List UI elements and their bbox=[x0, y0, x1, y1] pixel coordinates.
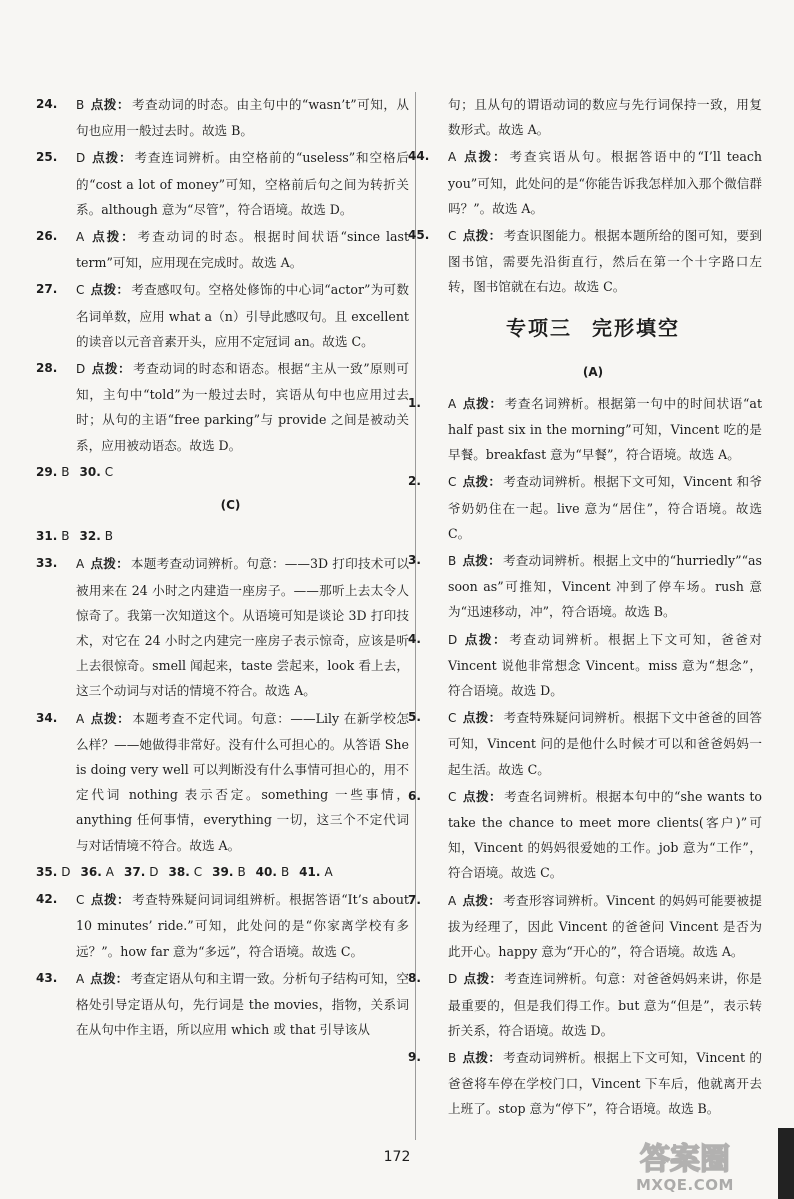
answer-letter: D bbox=[61, 864, 71, 879]
answer-item bbox=[36, 145, 410, 222]
explanation-text: 考查感叹句。空格处修饰的中心词“actor”为可数名词单数，应用 what a（n）引导此感叹句。且 excellent 的读音以元音音素开头，应用不定冠词 an。故选 C。 bbox=[76, 282, 410, 349]
question-number: 34. bbox=[36, 710, 58, 725]
answer-pair bbox=[299, 865, 332, 879]
tip-label: 点拨： bbox=[463, 631, 508, 647]
question-number: 39. bbox=[212, 864, 234, 879]
answer-item bbox=[36, 277, 410, 354]
answer-pair bbox=[36, 465, 70, 479]
answer-pair bbox=[80, 465, 114, 479]
tip-label: 点拨： bbox=[462, 149, 508, 165]
answer-letter: B bbox=[448, 1050, 457, 1065]
explanation-text: 考查连词辨析。句意：对爸爸妈妈来讲，你是最重要的，但是我们得工作。but 意为“但是”，表示转折关系，符合语境。故选 D。 bbox=[448, 971, 763, 1038]
question-number: 28. bbox=[36, 361, 58, 376]
answer-pair bbox=[212, 865, 246, 879]
answers-row-29-30 bbox=[36, 460, 409, 485]
explanation-text: 考查特殊疑问词词组辨析。根据答语“It’s about 10 minutes’ ride.”可知，此处问的是“你家离学校有多远？”。how far 意为“多远”，符合语境。故选 C。 bbox=[76, 892, 409, 959]
answer-pair bbox=[36, 865, 71, 879]
question-number: 42. bbox=[36, 892, 58, 907]
explanation-text: 考查名词辨析。根据本句中的“she wants to take the chance to meet more clients(客户)”可知，Vincent 的妈妈很爱她的工作。job 意为“工作”，符合语境。故选 C。 bbox=[448, 788, 763, 881]
answer-pair bbox=[80, 529, 114, 543]
explanation-text: 考查形容词辨析。Vincent 的妈妈可能要被提拔为经理了，因此 Vincent 的爸爸问 Vincent 是否为此开心。happy 意为“开心的”，符合语境。故选 A。 bbox=[448, 892, 763, 960]
answer-letter: C bbox=[448, 229, 457, 244]
question-number: 30. bbox=[79, 464, 101, 479]
answer-letter: B bbox=[61, 529, 70, 544]
explanation-text: 考查识图能力。根据本题所给的图可知，要到图书馆，需要先沿街直行，然后在第一个十字路口左转，图书馆就在右边。故选 C。 bbox=[448, 228, 763, 295]
answer-letter: A bbox=[76, 557, 85, 572]
question-number: 5. bbox=[408, 710, 421, 725]
question-number: 29. bbox=[36, 464, 58, 479]
left-items-group-2 bbox=[36, 551, 410, 857]
explanation-text: 考查名词辨析。根据第一句中的时间状语“at half past six in the morning”可知，Vincent 吃的是早餐。breakfast 意为“早餐”，符合语境。故选 A。 bbox=[448, 395, 763, 463]
answer-letter: C bbox=[448, 789, 457, 804]
answer-pair bbox=[124, 865, 159, 879]
tip-label: 点拨： bbox=[90, 556, 129, 572]
answer-letter: A bbox=[105, 864, 114, 879]
answer-letter: D bbox=[76, 362, 86, 377]
tip-label: 点拨： bbox=[462, 788, 503, 804]
answer-letter: C bbox=[104, 464, 114, 479]
right-column bbox=[408, 92, 763, 1124]
explanation-text: 考查特殊疑问词辨析。根据下文中爸爸的回答可知，Vincent 问的是他什么时候才可以和爸爸妈妈一起生活。故选 C。 bbox=[448, 710, 763, 777]
tip-label: 点拨： bbox=[463, 971, 503, 987]
answer-letter: C bbox=[76, 893, 85, 908]
answer-item bbox=[408, 144, 762, 221]
explanation-text: 考查动词辨析。根据上文中的“hurriedly”“as soon as”可推知，Vincent 冲到了停车场。rush 意为“迅速移动，冲”，符合语境。故选 B。 bbox=[448, 553, 763, 620]
tip-label: 点拨： bbox=[462, 1049, 502, 1065]
watermark-logo-text: 答案圈 bbox=[640, 1142, 730, 1176]
explanation-text: 考查动词辨析。根据下文可知，Vincent 和爷爷奶奶住在一起。live 意为“居住”，符合语境。故选 C。 bbox=[448, 474, 762, 541]
answers-row-31-32 bbox=[36, 524, 409, 549]
watermark-logo-icon bbox=[636, 1138, 771, 1176]
continued-answer-43 bbox=[424, 92, 762, 142]
question-number: 35. bbox=[36, 864, 58, 879]
answers-row-35-41 bbox=[36, 860, 409, 885]
answer-item bbox=[36, 706, 409, 858]
answer-item bbox=[36, 551, 410, 703]
question-number: 25. bbox=[36, 150, 58, 165]
left-items-group-1 bbox=[36, 92, 410, 458]
answer-letter: B bbox=[61, 464, 70, 479]
tip-label: 点拨： bbox=[462, 474, 502, 490]
answer-letter: A bbox=[448, 396, 457, 411]
question-number: 43. bbox=[36, 970, 58, 985]
answer-letter: B bbox=[104, 529, 113, 544]
explanation-text: 本题考查不定代词。句意：——Lily 在新学校怎么样？——她做得非常好。没有什么可担心的。从答语 She is doing very well 可以判断没有什么事情可担心的，用不定代词 nothing 表示否定。something 一些事情，anything 任何事情，everything 一切，这三个不定代词与对话情境不符合。故选 A。 bbox=[76, 710, 409, 853]
answer-letter: A bbox=[76, 971, 85, 986]
question-number: 33. bbox=[36, 556, 58, 571]
section-a-label: (A) bbox=[582, 364, 604, 379]
question-number: 41. bbox=[299, 864, 321, 879]
answer-letter: D bbox=[448, 972, 458, 987]
answer-letter: D bbox=[76, 151, 86, 166]
answer-letter: B bbox=[76, 98, 85, 112]
question-number: 27. bbox=[36, 282, 58, 297]
section-c-label: (C) bbox=[220, 498, 241, 513]
explanation-text: 本题考查动词辨析。句意：——3D 打印技术可以被用来在 24 小时之内建造一座房子。——那听上去太令人惊奇了。我第一次知道这个。从语境可知是谈论 3D 打印技术，对它在 24 小时之内建完一座房子表示惊奇，应该是听上去很惊奇。smell 闻起来，taste 尝起来，look 看上去，这三个动词与对话的情境不符合。故选 A。 bbox=[76, 556, 410, 699]
tip-label: 点拨： bbox=[462, 553, 501, 569]
answer-letter: A bbox=[76, 230, 85, 245]
tip-label: 点拨： bbox=[90, 970, 129, 986]
corner-tab bbox=[778, 1128, 794, 1199]
question-number: 26. bbox=[36, 229, 58, 244]
continued-text: 句；且从句的谓语动词的数应与先行词保持一致，用复数形式。故选 A。 bbox=[448, 97, 762, 138]
question-number: 1. bbox=[408, 395, 421, 410]
watermark bbox=[630, 1138, 780, 1196]
section-title-part1: 专项三 bbox=[506, 315, 572, 340]
answer-letter: C bbox=[448, 475, 457, 490]
right-items-group-1 bbox=[408, 144, 763, 299]
explanation-text: 考查定语从句和主谓一致。分析句子结构可知，空格处引导定语从句，先行词是 the movies，指物，关系词在从句中作主语，所以应用 which 或 that 引导该从 bbox=[76, 970, 410, 1038]
tip-label: 点拨： bbox=[462, 892, 502, 908]
answer-item bbox=[408, 627, 763, 704]
explanation-text: 考查连词辨析。由空格前的“useless”和空格后的“cost a lot of money”可知，空格前后句之间为转折关系。although 意为“尽管”，符合语境。故选 D。 bbox=[76, 150, 410, 217]
tip-label: 点拨： bbox=[90, 282, 130, 298]
tip-label: 点拨： bbox=[90, 892, 131, 908]
right-items-group-2 bbox=[408, 391, 763, 1122]
explanation-text: 考查动词的时态。由主句中的“wasn’t”可知，从句也应用一般过去时。故选 B。 bbox=[76, 97, 409, 139]
watermark-url: MXQE.COM bbox=[636, 1176, 734, 1194]
question-number: 40. bbox=[255, 864, 277, 879]
tip-label: 点拨： bbox=[91, 361, 132, 377]
answer-item bbox=[36, 887, 409, 964]
answer-pair bbox=[81, 865, 114, 879]
question-number: 45. bbox=[408, 228, 430, 243]
tip-label: 点拨： bbox=[90, 229, 136, 245]
question-number: 24. bbox=[36, 97, 58, 111]
tip-label: 点拨： bbox=[462, 710, 502, 726]
question-number: 4. bbox=[408, 631, 421, 646]
tip-label: 点拨： bbox=[90, 710, 131, 726]
section-title-part2: 完形填空 bbox=[592, 315, 680, 340]
answer-letter: A bbox=[324, 864, 333, 879]
answer-letter: B bbox=[237, 864, 246, 879]
explanation-text: 考查动词辨析。根据上下文可知，Vincent 的爸爸将车停在学校门口，Vincent 下车后，他就离开去上班了。stop 意为“停下”，符合语境。故选 B。 bbox=[448, 1049, 762, 1117]
answer-letter: C bbox=[448, 711, 457, 726]
explanation-text: 考查动词辨析。根据上下文可知，爸爸对 Vincent 说他非常想念 Vincent。miss 意为“想念”，符合语境。故选 D。 bbox=[448, 631, 763, 699]
question-number: 6. bbox=[408, 788, 421, 803]
answer-item bbox=[408, 1045, 762, 1122]
answer-letter: C bbox=[193, 864, 203, 879]
answer-letter: D bbox=[149, 864, 159, 879]
tip-label: 点拨： bbox=[90, 97, 130, 112]
answer-pair bbox=[256, 865, 290, 879]
answer-item bbox=[36, 356, 409, 458]
question-number: 31. bbox=[36, 529, 58, 544]
answer-letter: A bbox=[448, 150, 457, 165]
question-number: 2. bbox=[408, 474, 421, 489]
explanation-text: 考查宾语从句。根据答语中的“I’ll teach you”可知，此处问的是“你能告诉我怎样加入那个微信群吗？”。故选 A。 bbox=[448, 149, 762, 216]
answer-item bbox=[408, 223, 763, 300]
answer-item bbox=[408, 705, 763, 782]
answer-letter: B bbox=[448, 554, 457, 569]
answer-item bbox=[36, 224, 410, 275]
answer-item bbox=[408, 888, 763, 965]
left-column bbox=[36, 92, 410, 1044]
tip-label: 点拨： bbox=[462, 395, 503, 411]
question-number: 37. bbox=[124, 864, 146, 879]
question-number: 7. bbox=[408, 892, 421, 907]
answer-letter: A bbox=[76, 711, 85, 726]
answer-item bbox=[36, 966, 410, 1043]
answer-letter: D bbox=[448, 632, 458, 647]
question-number: 9. bbox=[408, 1049, 421, 1064]
answer-item bbox=[408, 966, 763, 1043]
question-number: 32. bbox=[79, 529, 101, 544]
answer-pair bbox=[36, 529, 70, 543]
question-number: 3. bbox=[408, 553, 421, 568]
explanation-text: 考查动词的时态和语态。根据“主从一致”原则可知，主句中“told”为一般过去时，宾语从句中也应用过去时；从句的主语“free parking”与 provide 之间是被动关系，应用被动语态。故选 D。 bbox=[76, 361, 409, 453]
answer-item bbox=[408, 469, 762, 546]
tip-label: 点拨： bbox=[462, 228, 502, 244]
explanation-text: 考查动词的时态。根据时间状语“since last term”可知，应用现在完成时。故选 A。 bbox=[76, 229, 410, 271]
question-number: 36. bbox=[80, 864, 102, 879]
page-number: 172 bbox=[383, 1149, 411, 1165]
tip-label: 点拨： bbox=[91, 150, 133, 166]
question-number: 38. bbox=[168, 864, 190, 879]
left-items-group-3 bbox=[36, 887, 410, 1042]
answer-item bbox=[408, 784, 763, 886]
question-number: 8. bbox=[408, 971, 421, 986]
answer-letter: C bbox=[76, 283, 85, 298]
answer-pair bbox=[169, 865, 203, 879]
answer-letter: A bbox=[448, 893, 457, 908]
section-title bbox=[424, 314, 762, 342]
answer-item bbox=[36, 92, 409, 143]
question-number: 44. bbox=[408, 149, 430, 164]
answer-letter: B bbox=[280, 864, 290, 879]
answer-item bbox=[408, 391, 763, 468]
answer-item bbox=[408, 548, 763, 625]
